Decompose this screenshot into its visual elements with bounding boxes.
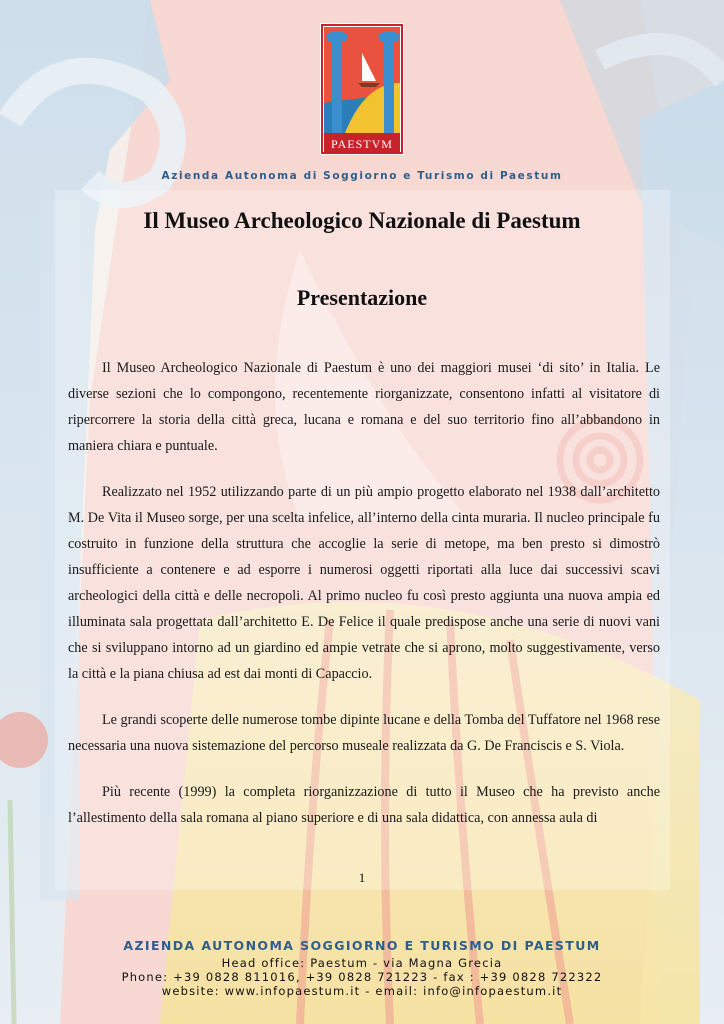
paragraph: Il Museo Archeologico Nazionale di Paestum è uno dei maggiori musei ‘di sito’ in Italia. Le diverse sezioni che lo compongono, recentemente riorganizzate, consentono infatti al visitatore di ripercorrere la storia della città greca, lucana e romana e del suo territorio fino all’abbandono in maniera chiara e puntuale. (68, 360, 660, 454)
document-title: Il Museo Archeologico Nazionale di Paestum (143, 208, 581, 233)
agency-name-header: Azienda Autonoma di Soggiorno e Turismo di Paestum (161, 170, 563, 182)
paragraph: Le grandi scoperte delle numerose tombe dipinte lucane e della Tomba del Tuffatore nel 1968 rese necessaria una nuova sistemazione del percorso museale realizzata da G. De Franciscis e S. Viola. (68, 712, 660, 754)
paragraph: Più recente (1999) la completa riorganizzazione di tutto il Museo che ha previsto anche l’allestimento della sala romana al piano superiore e di una sala didattica, con annessa aula di (68, 784, 660, 826)
footer (0, 938, 724, 998)
footer-phone: Phone: +39 0828 811016, +39 0828 721223 - fax : +39 0828 722322 (121, 970, 603, 984)
paestum-logo (320, 23, 404, 155)
footer-title: AZIENDA AUTONOMA SOGGIORNO E TURISMO DI PAESTUM (123, 938, 601, 953)
document-subtitle: Presentazione (296, 285, 428, 310)
paragraph: Realizzato nel 1952 utilizzando parte di un più ampio progetto elaborato nel 1938 dall’architetto M. De Vita il Museo sorge, per una scelta infelice, all’interno della cinta muraria. Il nucleo principale fu costruito in funzione della struttura che accoglie la serie di metope, ma ben presto si dimostrò insufficiente a contenere e ad esporre i numerosi oggetti riportati alla luce dai successivi scavi archeologici della città e delle necropoli. Al primo nucleo fu così presto aggiunta una nuova ampia ed illuminata sala progettata dall’architetto E. De Felice il quale predispose anche una serie di nuovi vani che si sviluppano intorno ad un giardino ed ampie vetrate che si aprono, molto suggestivamente, verso la città e la piana chiusa ad est dai monti di Capaccio. (68, 484, 660, 682)
footer-head-office: Head office: Paestum - via Magna Grecia (221, 956, 503, 970)
logo-text: PAESTVM (331, 137, 393, 151)
document-body (68, 355, 660, 851)
footer-web: website: www.infopaestum.it - email: info@infopaestum.it (161, 984, 563, 998)
page-number: 1 (358, 870, 366, 885)
